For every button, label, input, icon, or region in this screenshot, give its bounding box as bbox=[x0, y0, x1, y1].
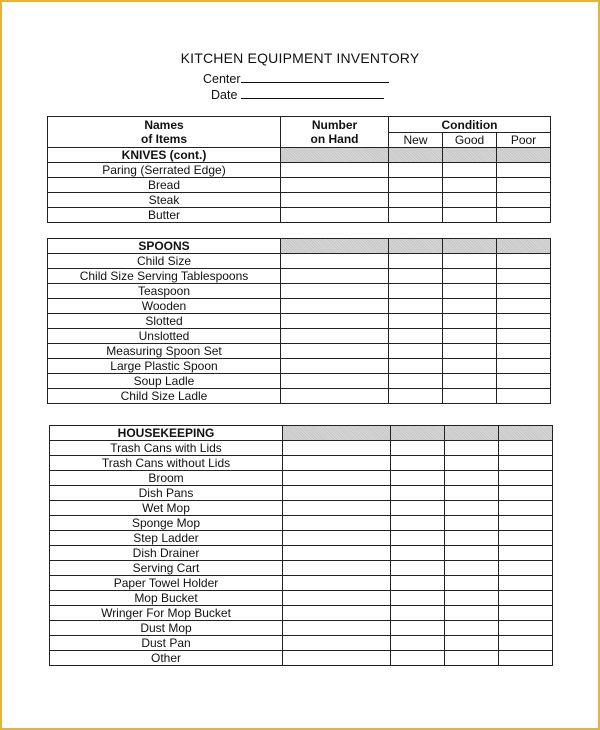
section-heading: KNIVES (cont.) bbox=[48, 148, 281, 163]
date-label: Date bbox=[211, 88, 238, 102]
item-name: Bread bbox=[48, 178, 281, 193]
number-on-hand-cell[interactable] bbox=[281, 359, 389, 374]
new-cell[interactable] bbox=[391, 501, 445, 516]
poor-cell[interactable] bbox=[499, 546, 553, 561]
new-cell[interactable] bbox=[391, 531, 445, 546]
item-name: Teaspoon bbox=[48, 284, 281, 299]
item-name: Serving Cart bbox=[50, 561, 283, 576]
page-title: KITCHEN EQUIPMENT INVENTORY bbox=[180, 50, 420, 66]
item-name: Trash Cans with Lids bbox=[50, 441, 283, 456]
number-on-hand-cell[interactable] bbox=[281, 254, 389, 269]
poor-cell[interactable] bbox=[499, 561, 553, 576]
table-row bbox=[48, 254, 551, 269]
new-cell[interactable] bbox=[391, 576, 445, 591]
new-cell[interactable] bbox=[389, 163, 443, 178]
table-row bbox=[50, 561, 553, 576]
number-on-hand-cell[interactable] bbox=[281, 374, 389, 389]
shaded-cell bbox=[497, 239, 551, 254]
center-label: Center bbox=[203, 72, 241, 86]
section-heading: HOUSEKEEPING bbox=[50, 426, 283, 441]
item-name: Wooden bbox=[48, 299, 281, 314]
item-name: Dish Pans bbox=[50, 486, 283, 501]
poor-column-header: Poor bbox=[497, 133, 551, 148]
table-row bbox=[50, 531, 553, 546]
good-cell[interactable] bbox=[443, 299, 497, 314]
new-cell[interactable] bbox=[391, 441, 445, 456]
good-cell[interactable] bbox=[445, 441, 499, 456]
shaded-cell bbox=[281, 239, 389, 254]
number-on-hand-cell[interactable] bbox=[281, 178, 389, 193]
table-row bbox=[48, 269, 551, 284]
table-row bbox=[50, 591, 553, 606]
new-cell[interactable] bbox=[389, 178, 443, 193]
shaded-cell bbox=[281, 148, 389, 163]
table-row bbox=[48, 359, 551, 374]
table-row bbox=[50, 636, 553, 651]
number-on-hand-cell[interactable] bbox=[281, 299, 389, 314]
center-blank-line[interactable] bbox=[241, 70, 389, 83]
number-header-line1: Number bbox=[311, 118, 358, 132]
section-heading-row bbox=[50, 426, 553, 441]
table-row bbox=[48, 329, 551, 344]
poor-cell[interactable] bbox=[499, 471, 553, 486]
number-on-hand-cell[interactable] bbox=[283, 561, 391, 576]
number-column-header bbox=[281, 117, 389, 148]
good-cell[interactable] bbox=[445, 546, 499, 561]
new-cell[interactable] bbox=[391, 486, 445, 501]
names-header-line1: Names bbox=[144, 118, 184, 132]
number-on-hand-cell[interactable] bbox=[283, 501, 391, 516]
table-row bbox=[50, 546, 553, 561]
table-row bbox=[48, 299, 551, 314]
number-on-hand-cell[interactable] bbox=[283, 651, 391, 666]
good-cell[interactable] bbox=[445, 621, 499, 636]
item-name: Unslotted bbox=[48, 329, 281, 344]
new-cell[interactable] bbox=[389, 374, 443, 389]
number-on-hand-cell[interactable] bbox=[283, 591, 391, 606]
table-row bbox=[50, 516, 553, 531]
poor-cell[interactable] bbox=[497, 178, 551, 193]
poor-cell[interactable] bbox=[499, 531, 553, 546]
poor-cell[interactable] bbox=[497, 254, 551, 269]
new-cell[interactable] bbox=[389, 314, 443, 329]
item-name: Wringer For Mop Bucket bbox=[50, 606, 283, 621]
new-cell[interactable] bbox=[391, 561, 445, 576]
number-on-hand-cell[interactable] bbox=[283, 576, 391, 591]
number-on-hand-cell[interactable] bbox=[283, 531, 391, 546]
table-row bbox=[50, 441, 553, 456]
number-on-hand-cell[interactable] bbox=[283, 471, 391, 486]
item-name: Measuring Spoon Set bbox=[48, 344, 281, 359]
new-cell[interactable] bbox=[389, 344, 443, 359]
poor-cell[interactable] bbox=[499, 591, 553, 606]
shaded-cell bbox=[499, 426, 553, 441]
good-cell[interactable] bbox=[445, 591, 499, 606]
new-cell[interactable] bbox=[389, 329, 443, 344]
number-on-hand-cell[interactable] bbox=[281, 389, 389, 404]
good-cell[interactable] bbox=[443, 284, 497, 299]
table-row bbox=[48, 193, 551, 208]
new-cell[interactable] bbox=[389, 389, 443, 404]
poor-cell[interactable] bbox=[497, 269, 551, 284]
good-cell[interactable] bbox=[443, 359, 497, 374]
center-field[interactable] bbox=[203, 70, 389, 86]
good-cell[interactable] bbox=[445, 471, 499, 486]
item-name: Wet Mop bbox=[50, 501, 283, 516]
number-on-hand-cell[interactable] bbox=[283, 636, 391, 651]
shaded-cell bbox=[443, 148, 497, 163]
number-on-hand-cell[interactable] bbox=[281, 269, 389, 284]
date-blank-line[interactable] bbox=[241, 86, 384, 99]
table-row bbox=[48, 314, 551, 329]
table-row bbox=[48, 208, 551, 223]
new-column-header: New bbox=[389, 133, 443, 148]
item-name: Dish Drainer bbox=[50, 546, 283, 561]
table-row bbox=[48, 344, 551, 359]
good-cell[interactable] bbox=[443, 314, 497, 329]
number-on-hand-cell[interactable] bbox=[281, 284, 389, 299]
number-on-hand-cell[interactable] bbox=[281, 163, 389, 178]
number-on-hand-cell[interactable] bbox=[283, 546, 391, 561]
good-cell[interactable] bbox=[445, 456, 499, 471]
poor-cell[interactable] bbox=[499, 486, 553, 501]
new-cell[interactable] bbox=[391, 456, 445, 471]
names-header-line2: of Items bbox=[140, 132, 187, 146]
new-cell[interactable] bbox=[391, 636, 445, 651]
number-on-hand-cell[interactable] bbox=[283, 441, 391, 456]
number-on-hand-cell[interactable] bbox=[283, 606, 391, 621]
shaded-cell bbox=[389, 148, 443, 163]
item-name: Mop Bucket bbox=[50, 591, 283, 606]
new-cell[interactable] bbox=[389, 208, 443, 223]
number-on-hand-cell[interactable] bbox=[281, 314, 389, 329]
item-name: Butter bbox=[48, 208, 281, 223]
spoons-table bbox=[47, 238, 551, 404]
item-name: Slotted bbox=[48, 314, 281, 329]
new-cell[interactable] bbox=[389, 284, 443, 299]
table-row bbox=[48, 374, 551, 389]
new-cell[interactable] bbox=[391, 471, 445, 486]
number-on-hand-cell[interactable] bbox=[281, 329, 389, 344]
item-name: Sponge Mop bbox=[50, 516, 283, 531]
good-cell[interactable] bbox=[443, 178, 497, 193]
good-cell[interactable] bbox=[443, 344, 497, 359]
poor-cell[interactable] bbox=[497, 299, 551, 314]
item-name: Child Size bbox=[48, 254, 281, 269]
shaded-cell bbox=[497, 148, 551, 163]
number-on-hand-cell[interactable] bbox=[281, 344, 389, 359]
new-cell[interactable] bbox=[389, 299, 443, 314]
good-cell[interactable] bbox=[445, 651, 499, 666]
item-name: Soup Ladle bbox=[48, 374, 281, 389]
table-row bbox=[50, 651, 553, 666]
good-cell[interactable] bbox=[443, 208, 497, 223]
poor-cell[interactable] bbox=[499, 456, 553, 471]
number-header-line2: on Hand bbox=[310, 132, 359, 146]
poor-cell[interactable] bbox=[499, 501, 553, 516]
number-on-hand-cell[interactable] bbox=[283, 516, 391, 531]
good-cell[interactable] bbox=[445, 486, 499, 501]
good-cell[interactable] bbox=[445, 501, 499, 516]
table-row bbox=[48, 389, 551, 404]
table-row bbox=[48, 163, 551, 178]
item-name: Paper Towel Holder bbox=[50, 576, 283, 591]
poor-cell[interactable] bbox=[497, 329, 551, 344]
number-on-hand-cell[interactable] bbox=[283, 621, 391, 636]
poor-cell[interactable] bbox=[497, 193, 551, 208]
item-name: Child Size Serving Tablespoons bbox=[48, 269, 281, 284]
good-cell[interactable] bbox=[445, 531, 499, 546]
good-cell[interactable] bbox=[445, 636, 499, 651]
poor-cell[interactable] bbox=[499, 636, 553, 651]
item-name: Steak bbox=[48, 193, 281, 208]
new-cell[interactable] bbox=[391, 606, 445, 621]
shaded-cell bbox=[389, 239, 443, 254]
new-cell[interactable] bbox=[389, 193, 443, 208]
item-name: Paring (Serrated Edge) bbox=[48, 163, 281, 178]
good-cell[interactable] bbox=[443, 193, 497, 208]
new-cell[interactable] bbox=[391, 591, 445, 606]
good-cell[interactable] bbox=[443, 254, 497, 269]
new-cell[interactable] bbox=[391, 516, 445, 531]
item-name: Trash Cans without Lids bbox=[50, 456, 283, 471]
table-row bbox=[50, 621, 553, 636]
condition-header: Condition bbox=[389, 117, 551, 133]
good-cell[interactable] bbox=[445, 576, 499, 591]
item-name: Dust Pan bbox=[50, 636, 283, 651]
number-on-hand-cell[interactable] bbox=[283, 486, 391, 501]
item-name: Child Size Ladle bbox=[48, 389, 281, 404]
table-row bbox=[50, 456, 553, 471]
poor-cell[interactable] bbox=[499, 606, 553, 621]
new-cell[interactable] bbox=[391, 621, 445, 636]
good-cell[interactable] bbox=[445, 516, 499, 531]
new-cell[interactable] bbox=[389, 359, 443, 374]
knives-table bbox=[47, 116, 551, 223]
names-column-header bbox=[48, 117, 281, 148]
poor-cell[interactable] bbox=[497, 389, 551, 404]
good-cell[interactable] bbox=[443, 163, 497, 178]
good-cell[interactable] bbox=[443, 374, 497, 389]
poor-cell[interactable] bbox=[499, 441, 553, 456]
item-name: Step Ladder bbox=[50, 531, 283, 546]
section-heading-row bbox=[48, 239, 551, 254]
poor-cell[interactable] bbox=[499, 651, 553, 666]
table-row bbox=[50, 606, 553, 621]
new-cell[interactable] bbox=[391, 546, 445, 561]
poor-cell[interactable] bbox=[497, 344, 551, 359]
table-row bbox=[48, 284, 551, 299]
number-on-hand-cell[interactable] bbox=[283, 456, 391, 471]
date-field[interactable] bbox=[211, 86, 384, 102]
good-column-header: Good bbox=[443, 133, 497, 148]
table-row bbox=[50, 501, 553, 516]
number-on-hand-cell[interactable] bbox=[281, 208, 389, 223]
poor-cell[interactable] bbox=[499, 516, 553, 531]
good-cell[interactable] bbox=[443, 329, 497, 344]
new-cell[interactable] bbox=[389, 269, 443, 284]
poor-cell[interactable] bbox=[497, 208, 551, 223]
poor-cell[interactable] bbox=[497, 374, 551, 389]
poor-cell[interactable] bbox=[499, 576, 553, 591]
housekeeping-table bbox=[49, 425, 553, 666]
item-name: Broom bbox=[50, 471, 283, 486]
poor-cell[interactable] bbox=[499, 621, 553, 636]
number-on-hand-cell[interactable] bbox=[281, 193, 389, 208]
item-name: Large Plastic Spoon bbox=[48, 359, 281, 374]
good-cell[interactable] bbox=[445, 561, 499, 576]
poor-cell[interactable] bbox=[497, 284, 551, 299]
section-heading-row bbox=[48, 148, 551, 163]
good-cell[interactable] bbox=[443, 269, 497, 284]
new-cell[interactable] bbox=[391, 651, 445, 666]
shaded-cell bbox=[283, 426, 391, 441]
section-heading: SPOONS bbox=[48, 239, 281, 254]
good-cell[interactable] bbox=[443, 389, 497, 404]
shaded-cell bbox=[391, 426, 445, 441]
shaded-cell bbox=[443, 239, 497, 254]
poor-cell[interactable] bbox=[497, 163, 551, 178]
shaded-cell bbox=[445, 426, 499, 441]
new-cell[interactable] bbox=[389, 254, 443, 269]
good-cell[interactable] bbox=[445, 606, 499, 621]
item-name: Other bbox=[50, 651, 283, 666]
table-row bbox=[48, 178, 551, 193]
poor-cell[interactable] bbox=[497, 359, 551, 374]
poor-cell[interactable] bbox=[497, 314, 551, 329]
table-row bbox=[50, 486, 553, 501]
table-row bbox=[50, 471, 553, 486]
table-row bbox=[50, 576, 553, 591]
item-name: Dust Mop bbox=[50, 621, 283, 636]
